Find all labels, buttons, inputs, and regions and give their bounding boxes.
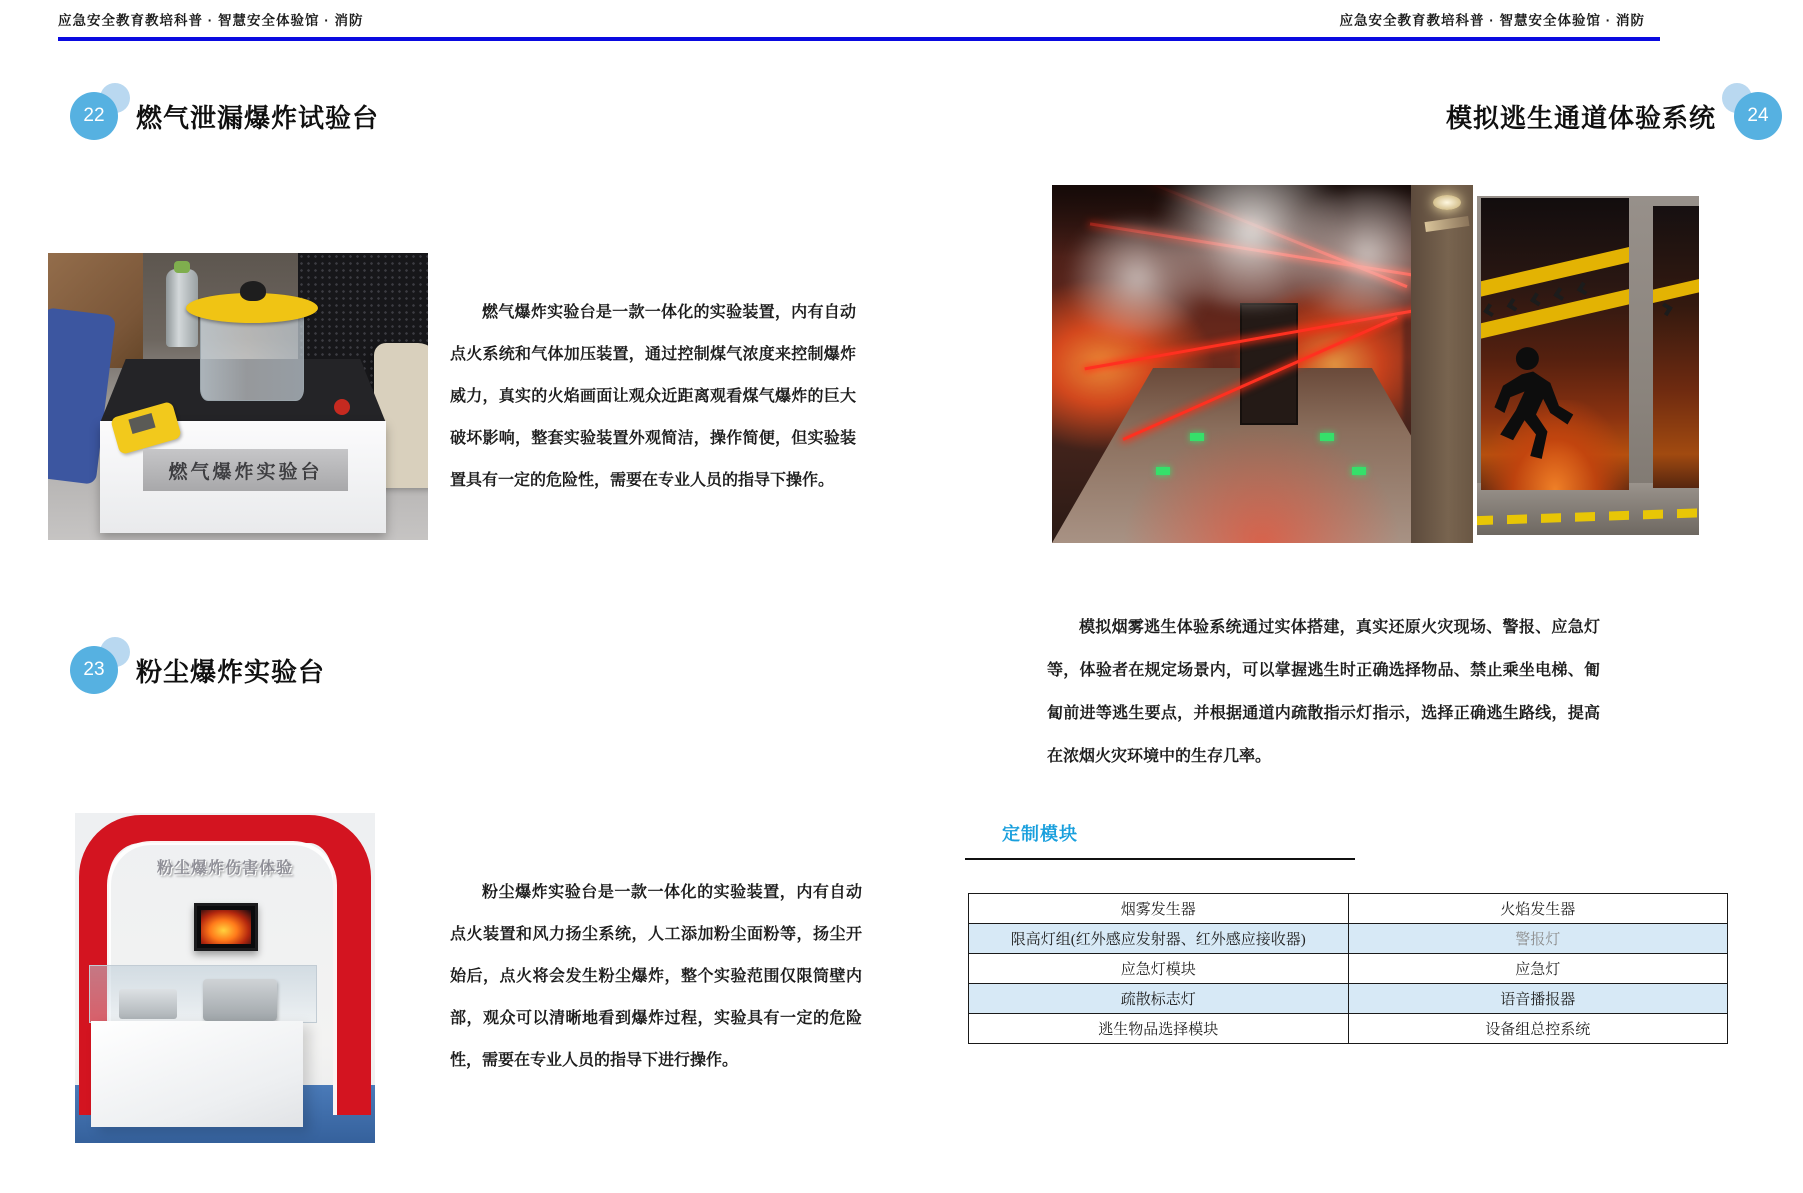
table-row xyxy=(969,1014,1728,1044)
custom-modules-underline xyxy=(965,858,1355,860)
photo-escape-corridor xyxy=(1052,185,1473,543)
section-number: 23 xyxy=(70,646,118,694)
table-cell: 疏散标志灯 xyxy=(969,984,1349,1014)
exhibit-sign: 粉尘爆炸伤害体验 xyxy=(156,860,293,877)
table-cell: 警报灯 xyxy=(1348,924,1728,954)
fire-wall-panel-right xyxy=(1653,206,1699,488)
table-cell: 设备组总控系统 xyxy=(1348,1014,1728,1044)
custom-modules-table-body xyxy=(969,894,1728,1044)
table-row xyxy=(969,954,1728,984)
section-22-paragraph: 燃气爆炸实验台是一款一体化的实验装置，内有自动点火系统和气体加压装置，通过控制煤气浓度来控制爆炸威力，真实的火焰画面让观众近距离观看煤气爆炸的巨大破坏影响，整套实验装置外观简洁，操作简便，但实验装置具有一定的危险性，需要在专业人员的指导下操作。 xyxy=(450,304,856,489)
table-cell: 逃生物品选择模块 xyxy=(969,1014,1349,1044)
fire-wall-panel xyxy=(1481,198,1629,490)
table-row xyxy=(969,924,1728,954)
section-number: 22 xyxy=(70,92,118,140)
photo-dust-explosion-exhibit xyxy=(75,813,375,1143)
section-23-heading xyxy=(70,646,325,694)
chevron-left-icon xyxy=(1530,292,1544,306)
header-divider-line xyxy=(58,37,1660,41)
table-row xyxy=(969,984,1728,1014)
running-man-icon xyxy=(1493,344,1579,462)
exit-sign-light xyxy=(1156,467,1170,475)
photo-escape-wall xyxy=(1477,196,1699,535)
floor-red-glow xyxy=(1122,423,1402,543)
section-number: 24 xyxy=(1734,92,1782,140)
exit-sign-light xyxy=(1190,433,1204,441)
section-title: 模拟逃生通道体验系统 xyxy=(1445,102,1716,133)
custom-modules-table xyxy=(968,893,1728,1044)
metal-device xyxy=(203,979,277,1021)
exit-sign-light xyxy=(1320,433,1334,441)
page-header-left: 应急安全教育教培科普 · 智慧安全体验馆 · 消防 xyxy=(58,13,364,28)
tv-fire-image xyxy=(201,910,251,944)
red-button xyxy=(334,399,350,415)
chevron-left-icon xyxy=(1507,298,1521,312)
exit-sign-light xyxy=(1352,467,1366,475)
section-22-heading xyxy=(70,92,379,140)
white-counter xyxy=(91,1021,303,1127)
metal-device-small xyxy=(119,989,177,1019)
section-number-badge xyxy=(70,92,118,140)
table-cell: 限高灯组(红外感应发射器、红外感应接收器) xyxy=(969,924,1349,954)
chevron-left-icon xyxy=(1483,303,1497,317)
smoke-cloud xyxy=(1052,221,1222,336)
bottle-cap xyxy=(174,261,190,273)
chevron-right-icon xyxy=(1659,302,1673,316)
ceiling-spotlight xyxy=(1433,195,1461,210)
table-cell: 烟雾发生器 xyxy=(969,894,1349,924)
section-number-badge xyxy=(1734,92,1782,140)
chevron-arrows xyxy=(1660,299,1692,319)
section-24-heading xyxy=(1446,92,1782,140)
custom-modules-heading: 定制模块 xyxy=(1002,824,1078,844)
table-cell: 应急灯 xyxy=(1348,954,1728,984)
page-header-right: 应急安全教育教培科普 · 智慧安全体验馆 · 消防 xyxy=(1339,13,1645,28)
chevron-left-icon xyxy=(1577,282,1591,296)
chevron-left-icon xyxy=(1553,287,1567,301)
bench-name-plaque: 燃气爆炸实验台 xyxy=(143,449,348,491)
table-cell: 语音播报器 xyxy=(1348,984,1728,1014)
table-cell: 火焰发生器 xyxy=(1348,894,1728,924)
section-number-badge xyxy=(70,646,118,694)
table-row xyxy=(969,894,1728,924)
section-title: 燃气泄漏爆炸试验台 xyxy=(136,102,380,133)
brown-side-wall xyxy=(1411,185,1473,543)
table-cell: 应急灯模块 xyxy=(969,954,1349,984)
section-23-paragraph: 粉尘爆炸实验台是一款一体化的实验装置，内有自动点火装置和风力扬尘系统，人工添加粉尘面粉等，扬尘开始后，点火将会发生粉尘爆炸，整个实验范围仅限筒壁内部，观众可以清晰地看到爆炸过程，实验具有一定的危险性，需要在专业人员的指导下进行操作。 xyxy=(450,884,862,1069)
lid-knob xyxy=(240,281,266,301)
section-title: 粉尘爆炸实验台 xyxy=(136,656,326,687)
section-24-paragraph: 模拟烟雾逃生体验系统通过实体搭建，真实还原火灾现场、警报、应急灯等，体验者在规定场景内，可以掌握逃生时正确选择物品、禁止乘坐电梯、匍匐前进等逃生要点，并根据通道内疏散指示灯指示，选择正确逃生路线，提高在浓烟火灾环境中的生存几率。 xyxy=(1047,619,1600,765)
photo-gas-explosion-bench xyxy=(48,253,428,540)
